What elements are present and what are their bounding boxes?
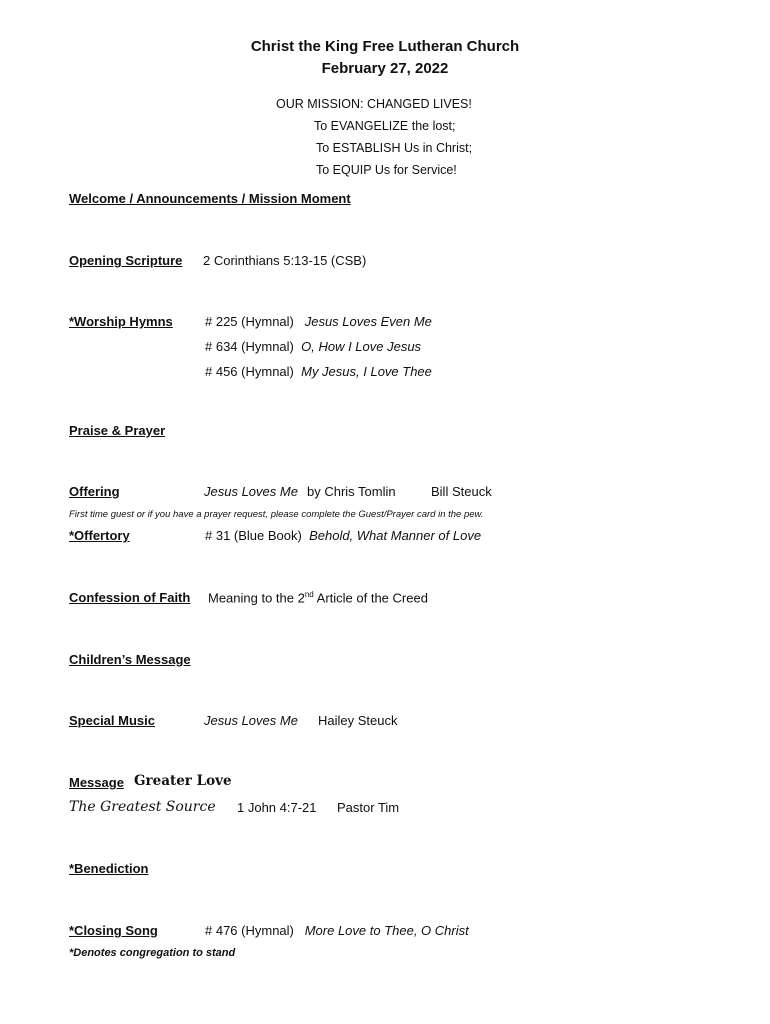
opening-scripture-heading: Opening Scripture	[69, 253, 183, 268]
confession-text-pre: Meaning to the 2	[208, 590, 305, 606]
hymn-2	[205, 339, 421, 354]
hymn-3	[205, 364, 432, 379]
mission-line-1: OUR MISSION: CHANGED LIVES!	[276, 97, 472, 111]
hymn-2-ref: # 634 (Hymnal)	[205, 339, 294, 354]
hymn-1-title: Jesus Loves Even Me	[304, 314, 432, 329]
confession-text	[208, 590, 428, 605]
offering-heading: Offering	[69, 484, 120, 499]
offering-performer: Bill Steuck	[431, 484, 492, 499]
offering-song: Jesus Loves Me	[204, 484, 298, 499]
offertory-line	[205, 528, 481, 543]
special-music-heading: Special Music	[69, 713, 155, 728]
worship-hymns-heading: *Worship Hymns	[69, 314, 173, 329]
service-date: February 27, 2022	[321, 60, 449, 77]
offertory-ref: # 31 (Blue Book)	[205, 528, 302, 543]
offertory-heading: *Offertory	[69, 528, 130, 543]
message-reference: 1 John 4:7-21	[237, 800, 317, 815]
benediction-heading: *Benediction	[69, 861, 149, 876]
message-title: Greater Love	[134, 773, 232, 789]
closing-song-ref: # 476 (Hymnal)	[205, 923, 294, 938]
hymn-3-ref: # 456 (Hymnal)	[205, 364, 294, 379]
mission-line-2: To EVANGELIZE the lost;	[314, 119, 456, 133]
message-subtitle: The Greatest Source	[69, 799, 216, 815]
church-name: Christ the King Free Lutheran Church	[250, 38, 520, 55]
special-music-song: Jesus Loves Me	[204, 713, 298, 728]
hymn-2-title: O, How I Love Jesus	[301, 339, 422, 354]
opening-scripture-text: 2 Corinthians 5:13-15 (CSB)	[203, 253, 367, 268]
guest-note: First time guest or if you have a prayer request, please complete the Guest/Prayer card in the pew.	[69, 509, 484, 520]
message-heading: Message	[69, 775, 124, 790]
closing-song-title: More Love to Thee, O Christ	[304, 923, 469, 938]
hymn-3-title: My Jesus, I Love Thee	[301, 364, 432, 379]
welcome-heading: Welcome / Announcements / Mission Moment	[69, 191, 351, 206]
mission-line-4: To EQUIP Us for Service!	[316, 163, 457, 177]
mission-line-3: To ESTABLISH Us in Christ;	[316, 141, 473, 155]
footnote: *Denotes congregation to stand	[69, 947, 236, 959]
message-speaker: Pastor Tim	[337, 800, 400, 815]
closing-song-heading: *Closing Song	[69, 923, 158, 938]
childrens-message-heading: Children’s Message	[69, 652, 191, 667]
confession-sup: nd	[304, 590, 314, 599]
hymn-1	[205, 314, 432, 329]
offertory-title: Behold, What Manner of Love	[309, 528, 482, 543]
hymn-1-ref: # 225 (Hymnal)	[205, 314, 294, 329]
praise-prayer-heading: Praise & Prayer	[69, 423, 166, 438]
special-music-performer: Hailey Steuck	[318, 713, 398, 728]
closing-song-line	[205, 923, 469, 938]
confession-heading: Confession of Faith	[69, 590, 191, 605]
confession-text-post: Article of the Creed	[313, 590, 428, 606]
offering-by: by Chris Tomlin	[307, 484, 396, 499]
